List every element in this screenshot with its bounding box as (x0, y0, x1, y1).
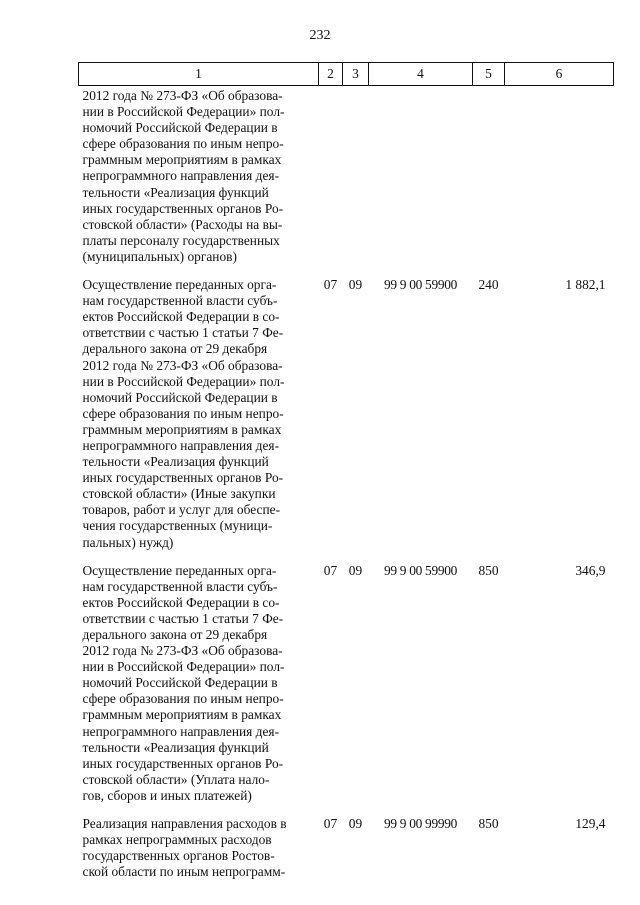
row-section: 07 (323, 562, 338, 578)
header-col-6: 6 (505, 63, 614, 86)
table-row (79, 557, 614, 810)
table-row (79, 86, 614, 272)
row-amount (505, 86, 614, 272)
header-col-4: 4 (369, 63, 473, 86)
header-col-1: 1 (79, 63, 319, 86)
row-description: Осуществление переданных орга- нам государственной власти субъ- ектов Российской Федерации в со- ответствии с частью 1 статьи 7 Фе- дерального закона от 29 декабря 2012 года № 273-ФЗ «Об образова- нии в Российской Федерации» пол- номочий Российской Федерации в сфере образования по иным непро- граммным мероприятиям в рамках непрограммного направления дея- тельности «Реализация функций иных государственных органов Ро- стовской области» (Уплата нало- гов, сборов и иных платежей) (82, 562, 285, 803)
row-amount: 346,9 (575, 562, 606, 578)
row-subsection: 09 (348, 277, 363, 293)
row-expense-type: 850 (478, 562, 499, 578)
row-target-article: 99 9 00 59900 (383, 562, 458, 578)
row-amount: 129,4 (575, 816, 606, 832)
header-col-5: 5 (473, 63, 505, 86)
row-expense-type: 240 (478, 277, 499, 293)
row-target-article: 99 9 00 99990 (383, 816, 458, 832)
header-col-2: 2 (319, 63, 343, 86)
row-expense-type: 850 (478, 816, 499, 832)
row-amount: 1 882,1 (565, 277, 606, 293)
row-description: Реализация направления расходов в рамках непрограммных расходов государственных органов Ростов- ской области по иным непрограмм- (82, 816, 287, 880)
row-description: Осуществление переданных орга- нам государственной власти субъ- ектов Российской Федерации в со- ответствии с частью 1 статьи 7 Фе- дерального закона от 29 декабря 2012 года № 273-ФЗ «Об образова- нии в Российской Федерации» пол- номочий Российской Федерации в сфере образования по иным непро- граммным мероприятиям в рамках непрограммного направления дея- тельности «Реализация функций иных государственных органов Ро- стовской области» (Иные закупки товаров, работ и услуг для обеспе- чения государственных (муници- пальных) нужд) (82, 277, 285, 550)
row-subsection: 09 (348, 816, 363, 832)
table-row (79, 271, 614, 557)
header-row (79, 63, 614, 86)
row-target-article (369, 86, 473, 272)
row-section (319, 86, 343, 272)
row-subsection (343, 86, 369, 272)
header-col-3: 3 (343, 63, 369, 86)
page-number: 232 (309, 28, 331, 43)
row-section: 07 (323, 816, 338, 832)
row-description: 2012 года № 273-ФЗ «Об образова- нии в Российской Федерации» пол- номочий Российской Федерации в сфере образования по иным непро- граммным мероприятиям в рамках непрограммного направления дея- тельности «Реализация функций иных государственных органов Ро- стовской области» (Расходы на вы- платы персоналу государственных (муниципальных) органов) (82, 88, 285, 264)
row-section: 07 (323, 277, 338, 293)
row-subsection: 09 (348, 562, 363, 578)
budget-table (78, 62, 614, 886)
table-row (79, 810, 614, 886)
row-target-article: 99 9 00 59900 (383, 277, 458, 293)
row-expense-type (473, 86, 505, 272)
